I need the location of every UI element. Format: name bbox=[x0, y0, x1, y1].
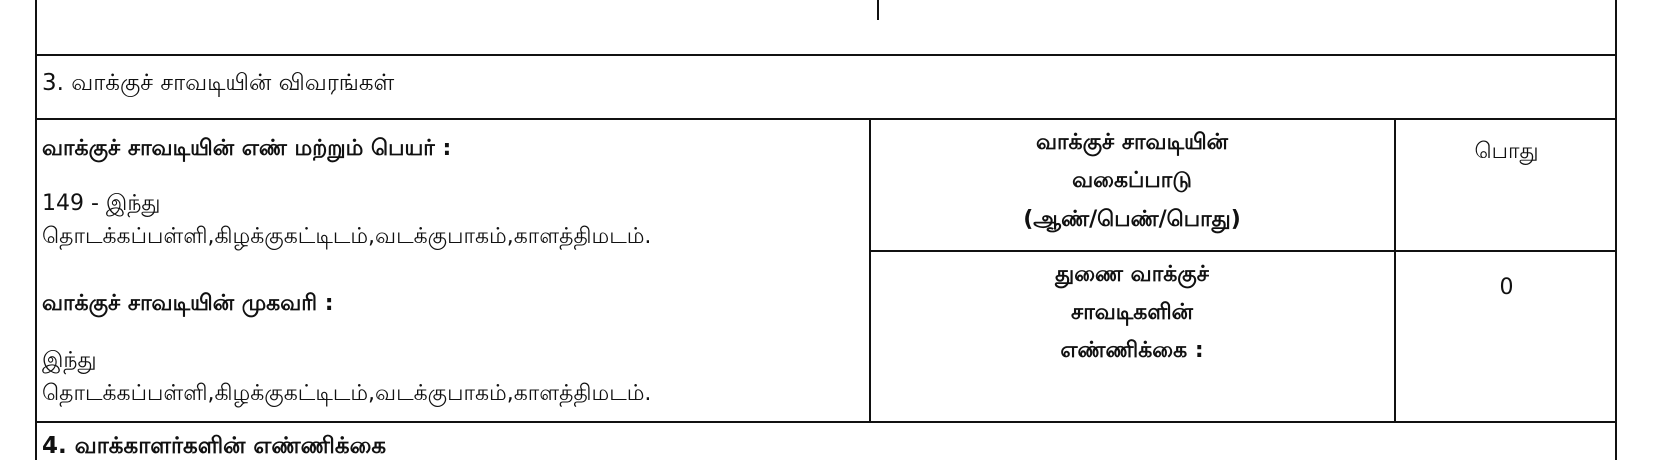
booth-address-label: வாக்குச் சாவடியின் முகவரி : bbox=[42, 291, 334, 316]
booth-type-label-line2: வகைப்பாடு bbox=[1072, 168, 1192, 193]
rule-bottom bbox=[35, 421, 1617, 423]
aux-booths-value: 0 bbox=[1499, 275, 1514, 300]
aux-booths-label-line2: சாவடிகளின் bbox=[1071, 300, 1193, 325]
booth-number-name-label: வாக்குச் சாவடியின் எண் மற்றும் பெயர் : bbox=[42, 136, 452, 161]
booth-address-line2: தொடக்கப்பள்ளி,கிழக்குகட்டிடம்,வடக்குபாகம்,காளத்திமடம். bbox=[42, 381, 652, 406]
booth-type-value: பொது bbox=[1474, 139, 1539, 164]
rule-section3-header bbox=[35, 118, 1617, 120]
booth-number-name-line1: 149 - இந்து bbox=[42, 191, 161, 216]
aux-booths-label-line1: துணை வாக்குச் bbox=[1055, 262, 1209, 287]
booth-address-line1: இந்து bbox=[42, 348, 97, 373]
rule-middle-right bbox=[869, 250, 1617, 252]
booth-type-label-line3: (ஆண்/பெண்/பொது) bbox=[1023, 207, 1241, 232]
booth-type-label-line1: வாக்குச் சாவடியின் bbox=[1035, 130, 1229, 155]
section3-title: 3. வாக்குச் சாவடியின் விவரங்கள் bbox=[42, 70, 395, 96]
top-row-divider bbox=[877, 0, 879, 20]
booth-number-name-line2: தொடக்கப்பள்ளி,கிழக்குகட்டிடம்,வடக்குபாகம்,காளத்திமடம். bbox=[42, 224, 652, 249]
section4-title: 4. வாக்காளர்களின் எண்ணிக்கை bbox=[42, 433, 387, 459]
rule-top bbox=[35, 54, 1617, 56]
aux-booths-label-line3: எண்ணிக்கை : bbox=[1060, 338, 1204, 363]
